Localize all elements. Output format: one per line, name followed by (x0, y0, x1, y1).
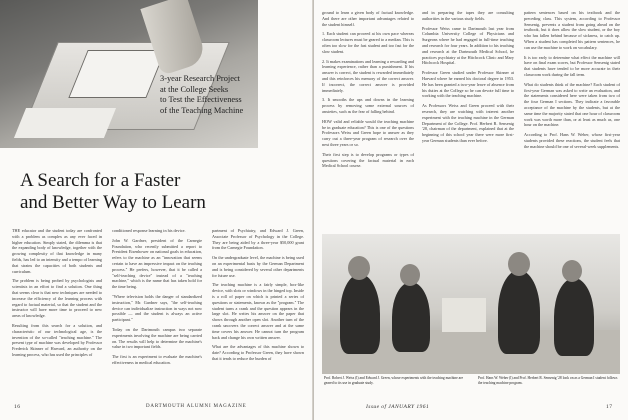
kicker-line: 3-year Research Project (160, 74, 240, 83)
magazine-name: DARTMOUTH ALUMNI MAGAZINE (146, 404, 247, 409)
kicker-line: of the Teaching Machine (160, 105, 244, 115)
paragraph: Professor Weiss came to Dartmouth last year from Columbia University College of Physicians and Surgeons where he had engaged in full-time teaching and research for four years. In addition to his teaching and research at the Dartmouth Medical School, he practices psychiatry at the Hitchcock Clinic and Mary Hitchcock Hospital. (422, 25, 514, 66)
person-head (562, 260, 582, 282)
body-column-4 (322, 10, 414, 173)
right-page (314, 0, 628, 420)
person-figure (392, 282, 430, 352)
paragraph: What do students think of the machine? Each student of first-year German was asked to write an evaluation, and the statements considered here were taken from two of the four German I sections. They indicate a favorable acceptance of the machine by the students, but at the same time the majority stated that one hour of classroom work was worth more than, or at least as much as, one hour on the machine. (524, 81, 620, 128)
page-number-right: 17 (606, 404, 613, 410)
body-column-6 (524, 10, 620, 154)
person-figure (498, 270, 540, 354)
paragraph: Professor Green studied under Professor Skinner at Harvard where he earned his doctoral degree in 1953. He has been granted a two-year leave of absence from his duties at the College so he can devote full time to working with the teaching machine. (422, 70, 514, 99)
photo-caption: Prof. Hans W. Weber (l) and Prof. Herbert R. Sensenig '28 look on as a German I student follows the teaching machine program. (478, 376, 618, 385)
paragraph: 3. It smooths the ups and downs in the learning process by removing some external sources of anxieties, such as the fear of falling behind. (322, 97, 414, 114)
kicker-line: at the College Seeks (160, 84, 229, 94)
paragraph: The teaching machine is a fairly simple, box-like device, with slots or windows in the hinged top. Inside is a roll of paper on which is printed a series of questions or statements, known as the "program." The student turns a crank and the question appears in the large slot. He writes his answer on the paper that shows through another open slot. Another turn of the crank uncovers the correct answer and at the same time covers his answer. He cannot turn the program back and change his own written answer. (212, 282, 304, 340)
paragraph: THE educator and the student today are confronted with a problem as complex as any ever faced in higher education. Simply stated, the dilemma is that the expanding body of knowledge, together with the growing complexity of that knowledge in many fields, has led to an intensity and a tempo of learning that strains the capacities of both students and curriculum. (12, 228, 102, 274)
paragraph: HOW valid and reliable would the teaching machine be in graduate education? This is one of the questions Professors Weiss and Green hope to answer as they carry out a three-year program of research over the next three years or so. (322, 118, 414, 147)
paragraph: "Where television holds the danger of standardized instruction," Mr. Gardner says, "the self-teaching device can individualize instruction in ways not now possible — and the student is always an active participant." (112, 293, 202, 323)
person-head (400, 264, 420, 286)
body-column-5 (422, 10, 514, 148)
body-column-2 (112, 228, 202, 370)
paragraph: Today on the Dartmouth campus two separate experiments involving the machine are being carried on. The results will help to determine the machine's value in two important fields. (112, 326, 202, 350)
person-figure (554, 278, 594, 356)
paragraph: What are the advantages of this machine shown to date? According to Professor Green, they have shown that it tends to reduce the burden of (212, 344, 304, 361)
paragraph: 2. It makes examinations and learning a rewarding and learning experience, rather than a punishment. If his answer is correct, the student is rewarded immediately and this reinforces his memory of the correct answer. If incorrect, the correct answer is provided immediately. (322, 58, 414, 93)
headline-line: A Search for a Faster (20, 170, 181, 191)
kicker-line: to Test the Effectiveness (160, 95, 242, 104)
issue-date: Issue of JANUARY 1961 (366, 404, 430, 410)
page-number-left: 16 (14, 404, 21, 410)
person-figure (340, 274, 380, 354)
body-column-1 (12, 228, 102, 362)
paragraph: and in preparing the tapes they are consulting authorities in the various study fields. (422, 10, 514, 21)
paragraph: It is too early to determine what effect the machine will have on final exam scores, but Professor Sensenig stated that students have tended to be more accurate in their classroom work during the fall term. (524, 54, 620, 77)
machine-front (14, 108, 116, 138)
paragraph: Their first step is to develop programs or types of questions covering the factual material in each Medical School course. (322, 151, 414, 169)
person-head (508, 252, 530, 276)
paragraph: According to Prof. Hans W. Weber, whose first-year students provided these reactions, the student feels that the machine should be one of several-week supplements. (524, 132, 620, 149)
paragraph: partment of Psychiatry, and Edward J. Green, Associate Professor of Psychology in the College. They are being aided by a three-year $50,000 grant from the Carnegie Foundation. (212, 228, 304, 251)
paragraph: Resulting from this search for a solution, and characteristic of our technological age, is the invention of the so-called "teaching machine." The present type of machine was developed by Professor Frederick Skinner of Harvard, an authority on the learning process, who has used the principles of (12, 322, 102, 357)
classroom-photo (322, 234, 620, 374)
person-head (348, 256, 370, 280)
paragraph: As Professors Weiss and Green proceed with their research, they are watching with interest another experiment with the teaching machine in the German Department of the College. Prof. Herbert R. Sensenig '28, chairman of the department, explained that at the beginning of this school year there were more first-year German students than ever before. (422, 103, 514, 143)
headline-line: and Better Way to Learn (20, 192, 206, 213)
body-column-3 (212, 228, 304, 366)
article-headline (20, 170, 310, 214)
paragraph: The problem is being probed by psychologists and scientists in an effort to find a solution. One thing that seems clear is that new techniques are needed to increase the efficiency of the learning process with regard to factual material, so that the student and the instructor will have more time to proceed to new areas of knowledge. (12, 278, 102, 319)
photo-caption: Prof. Robert J. Weiss (l) and Edward J. Green, whose experiments with the teaching machine are geared to its use in graduate study. (324, 376, 464, 385)
paragraph: conditioned response learning in his device. (112, 228, 186, 233)
paragraph: 1. Each student can proceed at his own pace whereas classroom lectures must be geared to a median. This is often too slow for the fast student and too fast for the slow student. (322, 31, 414, 54)
paragraph: The first is an experiment to evaluate the machine's effectiveness in medical education. (112, 354, 202, 365)
paragraph: John W. Gardner, president of the Carnegie Foundation, who recently submitted a report to President Eisenhower on national goals in education, refers to the machine as an "innovation that seems certain to have an impressive impact on the teaching process." He prefers, however, that it be called a "self-teaching device" instead of a "teaching machine," which is the name that has taken hold for the time being. (112, 237, 202, 290)
paragraph: On the undergraduate level, the machine is being used on an experimental basis by the German Department and is being considered by several other departments for future use. (212, 255, 304, 278)
article-kicker (160, 74, 310, 116)
paragraph: ground to learn a given body of factual knowledge. And there are other important advantages related to the student himself. (322, 10, 414, 27)
teaching-machine (442, 298, 486, 332)
paragraph: pattern sentences based on his textbook and the preceding class. This system, according to Professor Sensenig, prevents a student from going ahead on the textbook, but it does allow the slow student, or the boy who has fallen behind because of sickness, to catch up. When a student has completed his pattern sentences, he can use the machine to work on vocabulary. (524, 10, 620, 50)
